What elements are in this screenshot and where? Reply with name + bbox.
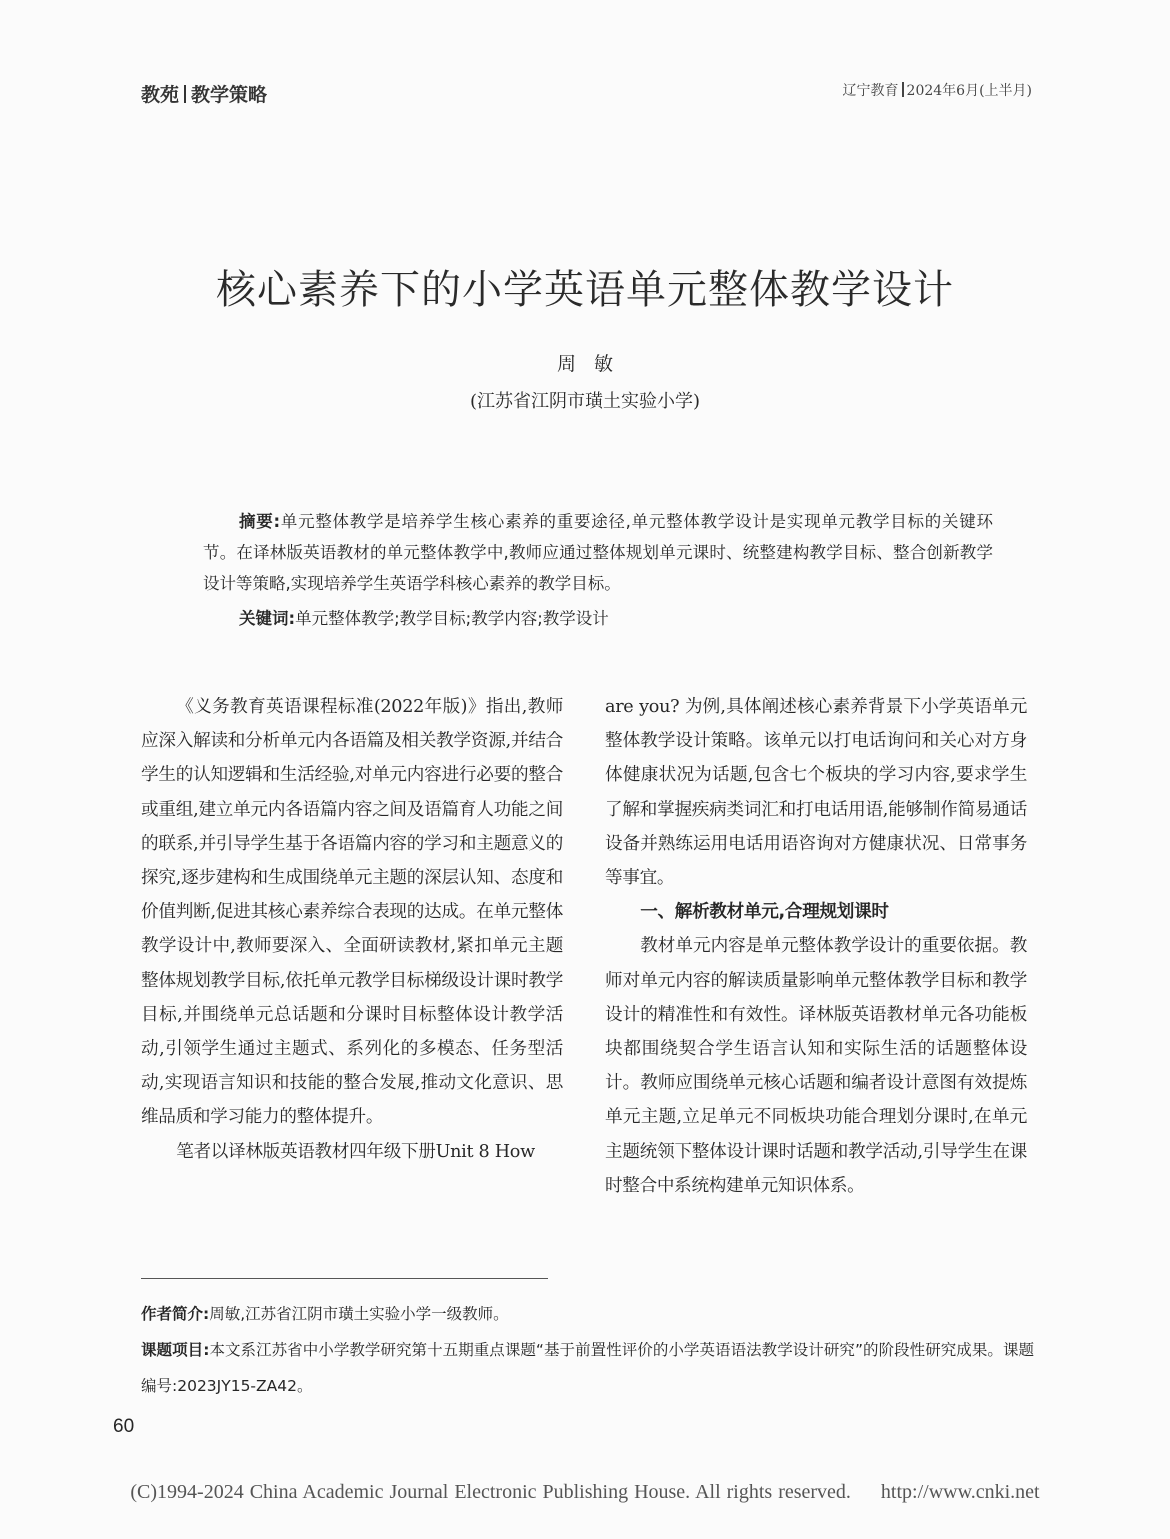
header-divider [184, 85, 186, 103]
body-column-left [141, 690, 563, 1169]
header-divider [902, 82, 904, 97]
footnotes [141, 1296, 1034, 1404]
journal-name: 辽宁教育 [842, 83, 899, 99]
issue-date: 2024年6月(上半月) [906, 83, 1032, 99]
copyright-line: (C)1994-2024 China Academic Journal Electronic Publishing House. All rights reserved. http://www.cnki.net [130, 1481, 1040, 1503]
author-note-label: 作者简介: [141, 1305, 210, 1323]
section-label: 教苑 [141, 84, 180, 106]
project-note-text: 本文系江苏省中小学教学研究第十五期重点课题“基于前置性评价的小学英语语法教学设计研究”的阶段性研究成果。课题编号:2023JY15-ZA42。 [141, 1341, 1034, 1395]
page-number: 60 [113, 1416, 135, 1437]
author-affiliation: (江苏省江阴市璜土实验小学) [469, 391, 701, 412]
abstract-label: 摘要: [239, 512, 281, 531]
running-header-journal [843, 80, 1032, 100]
article-title: 核心素养下的小学英语单元整体教学设计 [216, 267, 954, 313]
project-note [141, 1332, 1034, 1404]
project-note-label: 课题项目: [141, 1341, 210, 1359]
body-paragraph: 教材单元内容是单元整体教学设计的重要依据。教师对单元内容的解读质量影响单元整体教学目标和教学设计的精准性和有效性。译林版英语教材单元各功能板块都围绕契合学生语言认知和实际生活的话题整体设计。教师应围绕单元核心话题和编者设计意图有效提炼单元主题,立足单元不同板块功能合理划分课时,在单元主题统领下整体设计课时话题和教学活动,引导学生在课时整合中系统构建单元知识体系。 [605, 936, 1027, 1196]
author-note-text: 周敏,江苏省江阴市璜土实验小学一级教师。 [209, 1305, 509, 1323]
body-paragraph: 笔者以译林版英语教材四年级下册Unit 8 How [176, 1141, 535, 1162]
footnote-rule [141, 1278, 548, 1279]
abstract-text: 单元整体教学是培养学生核心素养的重要途径,单元整体教学设计是实现单元教学目标的关键环节。在译林版英语教材的单元整体教学中,教师应通过整体规划单元课时、统整建构教学目标、整合创新教学设计等策略,实现培养学生英语学科核心素养的教学目标。 [203, 512, 993, 593]
abstract [203, 506, 993, 599]
keywords-label: 关键词: [239, 609, 296, 628]
keywords [239, 605, 609, 629]
body-column-right [605, 690, 1027, 1203]
author-name: 周敏 [556, 353, 631, 375]
section-heading: 一、解析教材单元,合理规划课时 [640, 902, 889, 923]
body-paragraph: 《义务教育英语课程标准(2022年版)》指出,教师应深入解读和分析单元内各语篇及相关教学资源,并结合学生的认知逻辑和生活经验,对单元内容进行必要的整合或重组,建立单元内各语篇内容之间及语篇育人功能之间的联系,并引导学生基于各语篇内容的学习和主题意义的探究,逐步建构和生成围绕单元主题的深层认知、态度和价值判断,促进其核心素养综合表现的达成。在单元整体教学设计中,教师要深入、全面研读教材,紧扣单元主题整体规划教学目标,依托单元教学目标梯级设计课时教学目标,并围绕单元总话题和分课时目标整体设计教学活动,引领学生通过主题式、系列化的多模态、任务型活动,实现语言知识和技能的整合发展,推动文化意识、思维品质和学习能力的整体提升。 [141, 697, 563, 1128]
running-header-section [141, 80, 267, 107]
keywords-text: 单元整体教学;教学目标;教学内容;教学设计 [295, 609, 609, 628]
column-label: 教学策略 [191, 84, 268, 106]
author-note [141, 1296, 1034, 1332]
body-paragraph: are you? 为例,具体阐述核心素养背景下小学英语单元整体教学设计策略。该单元以打电话询问和关心对方身体健康状况为话题,包含七个板块的学习内容,要求学生了解和掌握疾病类词汇和打电话用语,能够制作简易通话设备并熟练运用电话用语咨询对方健康状况、日常事务等事宜。 [605, 697, 1027, 889]
